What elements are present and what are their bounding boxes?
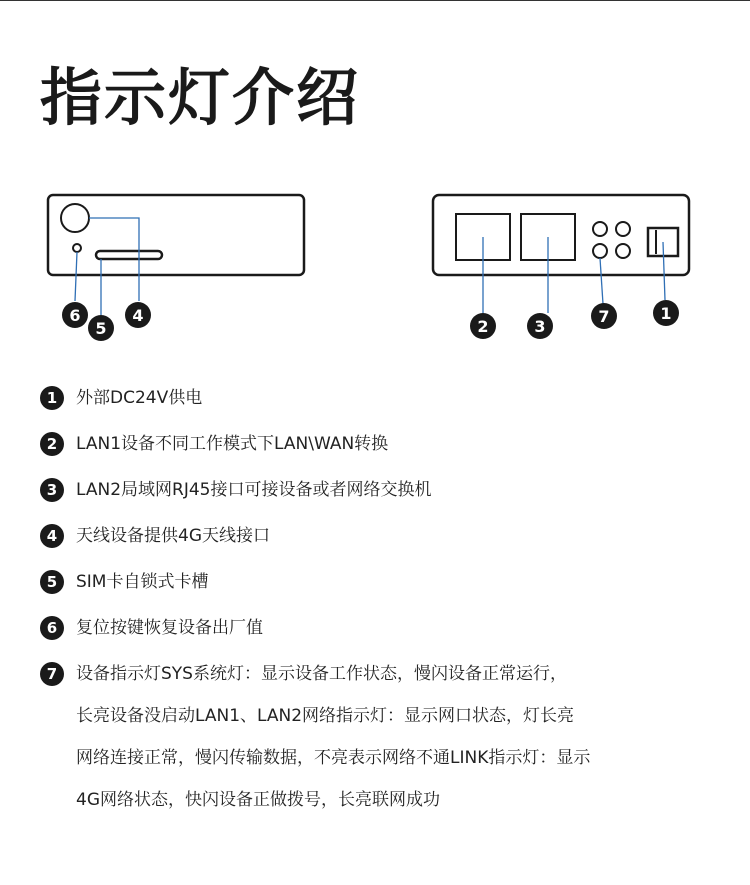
front-panel-outline [48, 195, 304, 275]
number-badge: 2 [40, 432, 64, 456]
callout-3-label: 3 [534, 317, 546, 336]
list-item-7 [40, 656, 740, 836]
back-panel [433, 195, 689, 339]
back-panel-outline [433, 195, 689, 275]
led-icon-3 [593, 244, 607, 258]
top-rule [0, 0, 750, 1]
callout-6-label: 6 [69, 306, 81, 325]
page-title: 指示灯介绍 [40, 61, 361, 134]
led-icon-4 [616, 244, 630, 258]
item7-line-4: 4G网络状态，快闪设备正做拨号，长亮联网成功 [76, 790, 440, 810]
number-badge: 4 [40, 524, 64, 548]
callout-5-label: 5 [95, 319, 107, 338]
reset-button-icon [73, 244, 81, 252]
callout-6 [62, 302, 88, 328]
callout-4 [125, 302, 151, 328]
item-text: LAN2局域网RJ45接口可接设备或者网络交换机 [76, 480, 432, 500]
callout-1-label: 1 [660, 304, 672, 323]
sim-slot-icon [96, 251, 162, 259]
callout-2-label: 2 [477, 317, 489, 336]
number-badge: 1 [40, 386, 64, 410]
number-badge: 7 [40, 662, 64, 686]
leader-line-7 [600, 258, 603, 304]
list-item [40, 518, 740, 564]
list-item [40, 472, 740, 518]
item-text: LAN1设备不同工作模式下LAN\WAN转换 [76, 434, 389, 454]
callout-7-label: 7 [598, 307, 610, 326]
callout-2 [470, 313, 496, 339]
list-item [40, 426, 740, 472]
callout-3 [527, 313, 553, 339]
item-text: 天线设备提供4G天线接口 [76, 526, 270, 546]
item7-line-3: 网络连接正常，慢闪传输数据，不亮表示网络不通LINK指示灯：显示 [76, 748, 591, 768]
number-badge: 3 [40, 478, 64, 502]
device-diagram [0, 180, 750, 350]
callout-4-label: 4 [132, 306, 144, 325]
item-text: 外部DC24V供电 [76, 388, 203, 408]
item7-line-2: 长亮设备没启动LAN1、LAN2网络指示灯：显示网口状态，灯长亮 [76, 706, 575, 726]
indicator-list [40, 380, 740, 836]
list-item [40, 564, 740, 610]
callout-1 [653, 300, 679, 326]
number-badge: 5 [40, 570, 64, 594]
callout-5 [88, 315, 114, 341]
leader-line-1 [663, 242, 665, 300]
item7-line-1: 设备指示灯SYS系统灯：显示设备工作状态，慢闪设备正常运行， [76, 664, 567, 684]
callout-7 [591, 303, 617, 329]
item-text: SIM卡自锁式卡槽 [76, 572, 209, 592]
antenna-port-icon [61, 204, 89, 232]
number-badge: 6 [40, 616, 64, 640]
led-icon-1 [593, 222, 607, 236]
leader-line-6 [75, 252, 77, 301]
list-item [40, 380, 740, 426]
list-item [40, 610, 740, 656]
led-icon-2 [616, 222, 630, 236]
item-text: 复位按键恢复设备出厂值 [76, 618, 263, 638]
front-panel [48, 195, 304, 341]
